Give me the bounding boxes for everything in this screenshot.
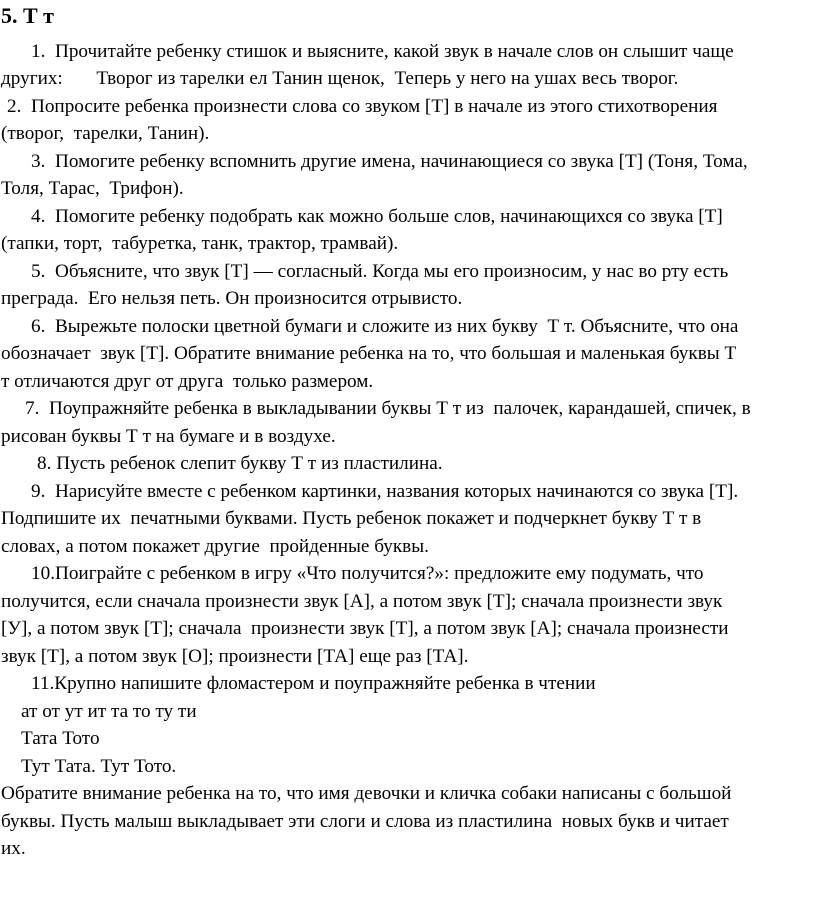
text-line: 2. Попросите ребенка произнести слова со звуком [Т] в начале из этого стихотворения: [7, 96, 718, 117]
text-line: 7. Поупражняйте ребенка в выкладывании буквы Т т из палочек, карандашей, спичек, в: [25, 398, 751, 419]
text-line: их.: [1, 838, 26, 859]
text-line: 11.Крупно напишите фломастером и поупражняйте ребенка в чтении: [31, 673, 596, 694]
text-line: Обратите внимание ребенка на то, что имя девочки и кличка собаки написаны с большой: [1, 783, 732, 804]
text-line: ат от ут ит та то ту ти: [21, 701, 197, 722]
text-line: 5. Объясните, что звук [Т] — согласный. Когда мы его произносим, у нас во рту есть: [31, 261, 729, 282]
text-line: т отличаются друг от друга только размером.: [1, 371, 374, 392]
text-line: 9. Нарисуйте вместе с ребенком картинки, названия которых начинаются со звука [Т].: [31, 481, 739, 502]
text-line: 4. Помогите ребенку подобрать как можно больше слов, начинающихся со звука [Т]: [31, 206, 723, 227]
text-line: Подпишите их печатными буквами. Пусть ребенок покажет и подчеркнет букву Т т в: [1, 508, 702, 529]
text-line: словах, а потом покажет другие пройденные буквы.: [1, 536, 429, 557]
text-line: (творог, тарелки, Танин).: [1, 123, 210, 144]
text-line: Толя, Тарас, Трифон).: [1, 178, 184, 199]
section-heading: 5. Т т: [1, 3, 54, 28]
text-line: звук [Т], а потом звук [О]; произнести [ТА] еще раз [ТА].: [1, 646, 469, 667]
text-line: 1. Прочитайте ребенку стишок и выясните, какой звук в начале слов он слышит чаще: [31, 41, 734, 62]
text-line: рисован буквы Т т на бумаге и в воздухе.: [1, 426, 336, 447]
text-line: (тапки, торт, табуретка, танк, трактор, трамвай).: [1, 233, 399, 254]
text-line: 6. Вырежьте полоски цветной бумаги и сложите из них букву Т т. Объясните, что она: [31, 316, 739, 337]
text-line: получится, если сначала произнести звук [А], а потом звук [Т]; сначала произнести звук: [1, 591, 723, 612]
text-line: 8. Пусть ребенок слепит букву Т т из пластилина.: [37, 453, 443, 474]
text-line: обозначает звук [Т]. Обратите внимание ребенка на то, что большая и маленькая буквы Т: [1, 343, 737, 364]
text-line: Тут Тата. Тут Тото.: [21, 756, 177, 777]
text-line: преграда. Его нельзя петь. Он произносится отрывисто.: [1, 288, 463, 309]
text-line: 10.Поиграйте с ребенком в игру «Что получится?»: предложите ему подумать, что: [31, 563, 704, 584]
text-line: 3. Помогите ребенку вспомнить другие имена, начинающиеся со звука [Т] (Тоня, Тома,: [31, 151, 748, 172]
text-line: буквы. Пусть малыш выкладывает эти слоги и слова из пластилина новых букв и читает: [1, 811, 729, 832]
text-line: [У], а потом звук [Т]; сначала произнести звук [Т], а потом звук [А]; сначала произнести: [1, 618, 729, 639]
text-line: Тата Тото: [21, 728, 100, 749]
text-line: других: Творог из тарелки ел Танин щенок, Теперь у него на ушах весь творог.: [1, 68, 679, 89]
